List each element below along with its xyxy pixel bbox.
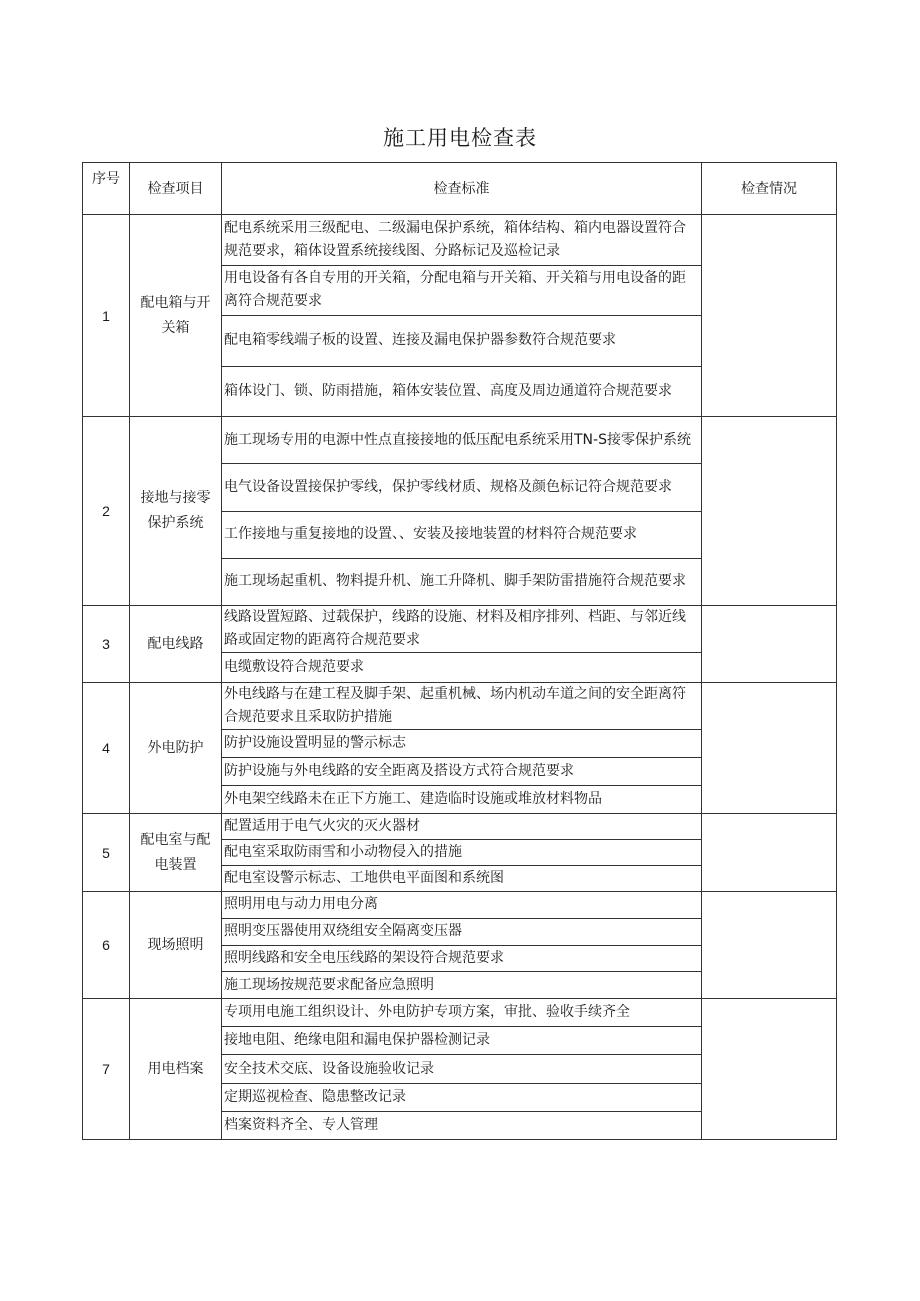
standard-item: 施工现场按规范要求配备应急照明 [224, 976, 434, 993]
row-check-item: 现场照明 [130, 892, 222, 999]
standard-item: 电气设备设置接保护零线，保护零线材质、规格及颜色标记符合规范要求 [222, 464, 701, 511]
standard-item: 安全技术交底、设备设施验收记录 [222, 1055, 701, 1083]
row-check-item: 外电防护 [130, 683, 222, 814]
row-seq: 4 [83, 683, 130, 814]
row-seq: 5 [83, 814, 130, 892]
row-standards [222, 606, 702, 683]
standard-item: 专项用电施工组织设计、外电防护专项方案，审批、验收手续齐全 [222, 999, 701, 1027]
row-standards [222, 215, 702, 417]
row-status[interactable] [702, 892, 836, 999]
standard-item: 线路设置短路、过载保护，线路的设施、材料及相序排列、档距、与邻近线路或固定物的距离符合规范要求 [222, 606, 701, 653]
row-seq: 2 [83, 417, 130, 606]
standard-item: 配置适用于电气火灾的灭火器材 [222, 814, 701, 840]
standard-item: 电缆敷设符合规范要求 [224, 659, 364, 675]
row-status[interactable] [702, 215, 836, 417]
row-check-item: 配电线路 [130, 606, 222, 683]
row-status[interactable] [702, 814, 836, 892]
row-standards [222, 892, 702, 999]
standard-item: 用电设备有各自专用的开关箱，分配电箱与开关箱、开关箱与用电设备的距离符合规范要求 [222, 266, 701, 317]
row-check-item: 配电室与配电装置 [130, 814, 222, 892]
standard-item: 档案资料齐全、专人管理 [224, 1116, 378, 1133]
standard-item: 防护设施设置明显的警示标志 [222, 730, 701, 758]
row-standards [222, 417, 702, 606]
row-seq: 7 [83, 999, 130, 1139]
header-status: 检查情况 [702, 163, 836, 215]
inspection-table [82, 162, 837, 1140]
row-check-item: 配电箱与开关箱 [130, 215, 222, 417]
header-item: 检查项目 [130, 163, 222, 215]
standard-item: 外电架空线路未在正下方施工、建造临时设施或堆放材料物品 [224, 791, 602, 807]
standard-item: 工作接地与重复接地的设置、、安装及接地装置的材料符合规范要求 [222, 512, 701, 559]
standard-item: 施工现场起重机、物料提升机、施工升降机、脚手架防雷措施符合规范要求 [224, 573, 686, 590]
row-status[interactable] [702, 683, 836, 814]
standard-item: 照明变压器使用双绕组安全隔离变压器 [222, 919, 701, 946]
row-check-item: 接地与接零保护系统 [130, 417, 222, 606]
standard-item: 外电线路与在建工程及脚手架、起重机械、场内机动车道之间的安全距离符合规范要求且采取防护措施 [222, 683, 701, 730]
row-standards [222, 814, 702, 892]
standard-item: 施工现场专用的电源中性点直接接地的低压配电系统采用TN-S接零保护系统 [222, 417, 701, 464]
standard-item: 配电室采取防雨雪和小动物侵入的措施 [222, 840, 701, 866]
standard-item: 接地电阻、绝缘电阻和漏电保护器检测记录 [222, 1027, 701, 1055]
row-check-item: 用电档案 [130, 999, 222, 1139]
row-seq: 3 [83, 606, 130, 683]
row-status[interactable] [702, 999, 836, 1139]
row-status[interactable] [702, 606, 836, 683]
header-standard: 检查标准 [222, 163, 702, 215]
standard-item: 配电箱零线端子板的设置、连接及漏电保护器参数符合规范要求 [222, 316, 701, 367]
standard-item: 配电系统采用三级配电、二级漏电保护系统，箱体结构、箱内电器设置符合规范要求，箱体设置系统接线图、分路标记及巡检记录 [222, 215, 701, 266]
standard-item: 防护设施与外电线路的安全距离及搭设方式符合规范要求 [222, 758, 701, 786]
row-status[interactable] [702, 417, 836, 606]
row-standards [222, 999, 702, 1139]
standard-item: 照明用电与动力用电分离 [222, 892, 701, 919]
standard-item: 配电室设警示标志、工地供电平面图和系统图 [224, 870, 504, 886]
row-seq: 6 [83, 892, 130, 999]
standard-item: 定期巡视检查、隐患整改记录 [222, 1084, 701, 1112]
header-seq: 序号 [83, 163, 130, 215]
page-title: 施工用电检查表 [383, 126, 537, 150]
standard-item: 箱体设门、锁、防雨措施，箱体安装位置、高度及周边通道符合规范要求 [224, 382, 672, 399]
row-seq: 1 [83, 215, 130, 417]
standard-item: 照明线路和安全电压线路的架设符合规范要求 [222, 946, 701, 973]
row-standards [222, 683, 702, 814]
